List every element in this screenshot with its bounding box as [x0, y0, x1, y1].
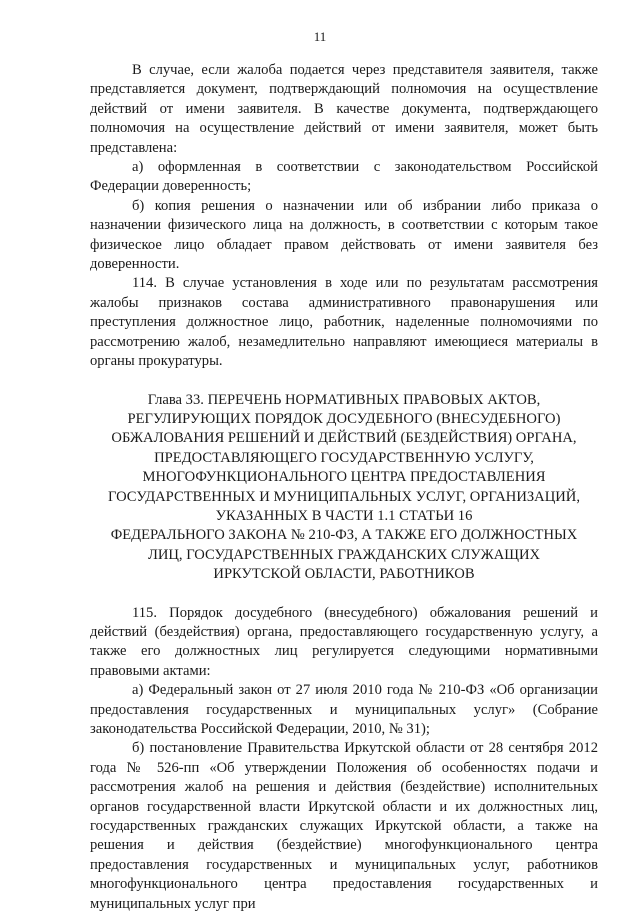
chapter-heading-line: ГОСУДАРСТВЕННЫХ И МУНИЦИПАЛЬНЫХ УСЛУГ, ОРГАНИЗАЦИЙ,	[108, 488, 580, 505]
paragraph: а) Федеральный закон от 27 июля 2010 года № 210-ФЗ «Об организации предоставления государственных и муниципальных услуг» (Собрание законодательства Российской Федерации, 2010, № 31);	[90, 682, 598, 737]
paragraph: 115. Порядок досудебного (внесудебного) обжалования решений и действий (бездействия) органа, предоставляющего государственную услугу, а также его должностных лиц регулируется следующими нормативными правовыми актами:	[90, 604, 598, 679]
chapter-heading-line: ПРЕДОСТАВЛЯЮЩЕГО ГОСУДАРСТВЕННУЮ УСЛУГУ,	[154, 449, 534, 466]
chapter-heading-line: ИРКУТСКОЙ ОБЛАСТИ, РАБОТНИКОВ	[213, 566, 475, 583]
chapter-heading-line: ФЕДЕРАЛЬНОГО ЗАКОНА № 210-ФЗ, А ТАКЖЕ ЕГО ДОЛЖНОСТНЫХ	[110, 527, 578, 544]
paragraph: б) копия решения о назначении или об избрании либо приказа о назначении физического лица на должность, в соответствии с которым такое физическое лицо обладает правом действовать от имени заявителя без доверенности.	[90, 197, 598, 273]
chapter-heading	[90, 391, 598, 585]
chapter-heading-line: Глава 33. ПЕРЕЧЕНЬ НОРМАТИВНЫХ ПРАВОВЫХ АКТОВ,	[147, 391, 541, 408]
chapter-heading-line: РЕГУЛИРУЮЩИХ ПОРЯДОК ДОСУДЕБНОГО (ВНЕСУДЕБНОГО)	[127, 410, 561, 427]
chapter-heading-line: ЛИЦ, ГОСУДАРСТВЕННЫХ ГРАЖДАНСКИХ СЛУЖАЩИХ	[147, 546, 541, 563]
paragraph: В случае, если жалоба подается через представителя заявителя, также представляется документ, подтверждающий полномочия на осуществление действий от имени заявителя. В качестве документа, подтверждающего полномочия на осуществление действий от имени заявителя, может быть представлена:	[90, 62, 598, 156]
paragraph: б) постановление Правительства Иркутской области от 28 сентября 2012 года № 526-пп «Об утверждении Положения об особенностях подачи и рассмотрения жалоб на решения и действия (бездействие) исполнительных органов государственной власти Иркутской области и их должностных лиц, государственных гражданских служащих Иркутской области, а также на решения и действия (бездействие) многофункционального центра предоставления государственных и муниципальных услуг, работников многофункционального центра предоставления государственных и муниципальных услуг при	[90, 740, 598, 912]
chapter-heading-line: МНОГОФУНКЦИОНАЛЬНОГО ЦЕНТРА ПРЕДОСТАВЛЕНИЯ	[142, 469, 546, 486]
document-body	[90, 61, 598, 914]
paragraph: а) оформленная в соответствии с законодательством Российской Федерации доверенность;	[90, 159, 598, 195]
page-number: 11	[313, 29, 327, 44]
paragraph: 114. В случае установления в ходе или по результатам рассмотрения жалобы признаков состава административного правонарушения или преступления должностное лицо, работник, наделенные полномочиями по рассмотрению жалоб, незамедлительно направляют имеющиеся материалы в органы прокуратуры.	[90, 275, 598, 370]
chapter-heading-line: УКАЗАННЫХ В ЧАСТИ 1.1 СТАТЬИ 16	[215, 507, 473, 524]
chapter-heading-line: ОБЖАЛОВАНИЯ РЕШЕНИЙ И ДЕЙСТВИЙ (БЕЗДЕЙСТВИЯ) ОРГАНА,	[111, 430, 577, 447]
